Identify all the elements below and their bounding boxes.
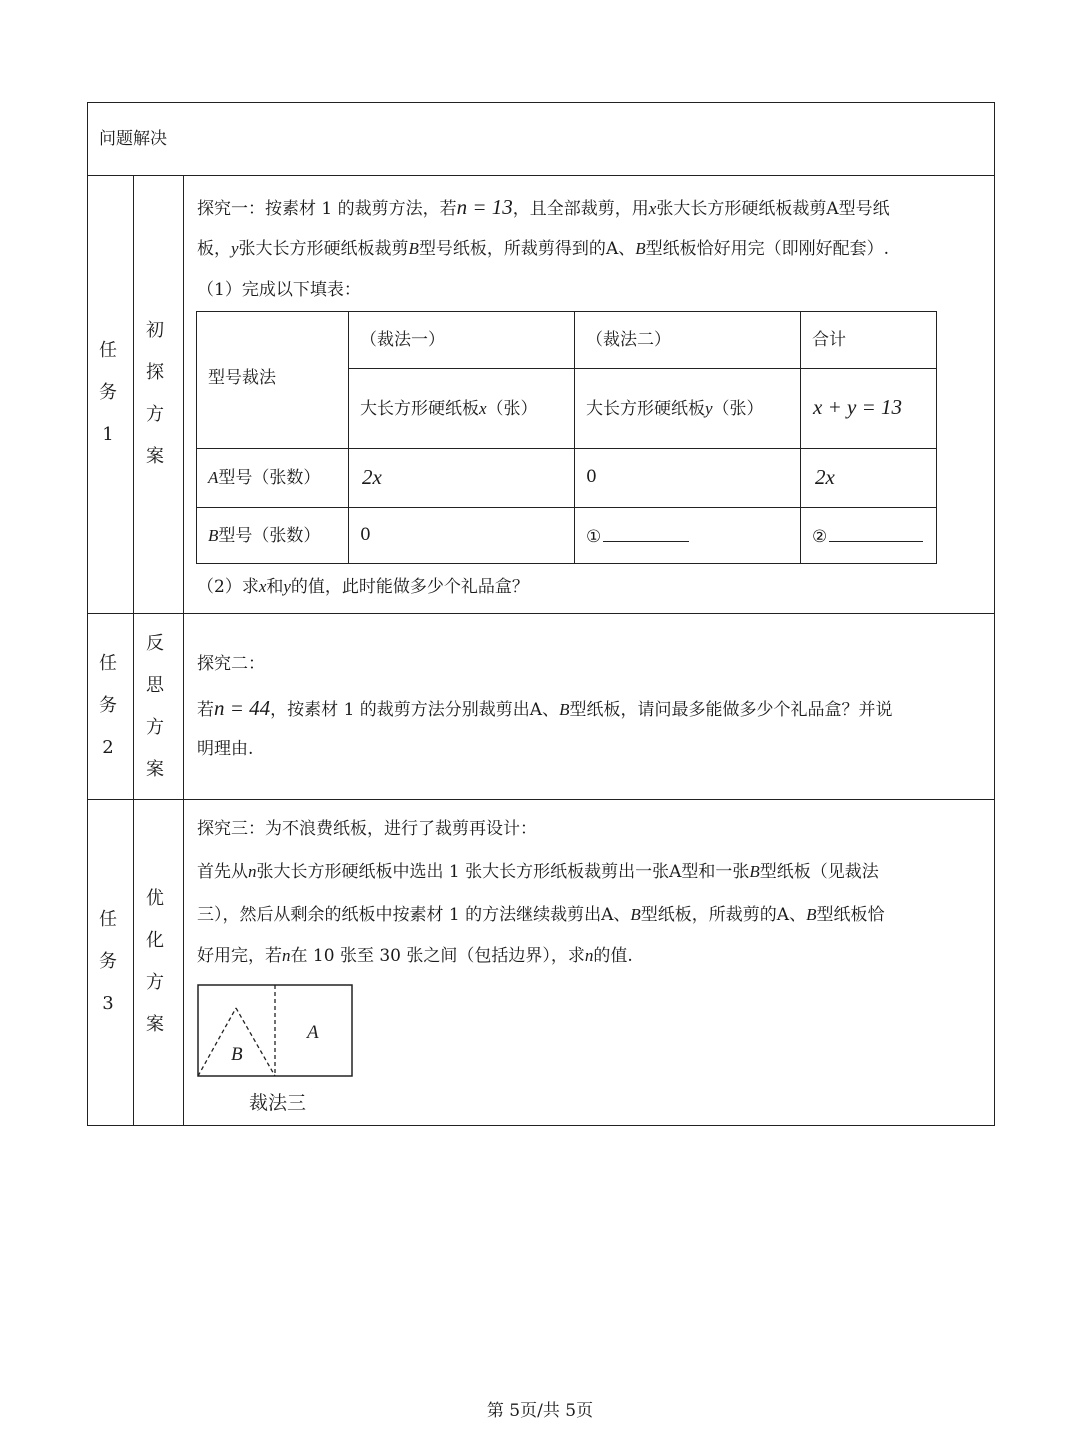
table-rowA-c1: 2x xyxy=(362,465,382,489)
piece-label-a: A xyxy=(307,1022,319,1043)
explore1-line2: 板，y张大长方形硬纸板裁剪B型号纸板，所裁剪得到的A、B型纸板恰好用完（即刚好配套）. xyxy=(197,239,890,259)
question-2: （2）求x和y的值，此时能做多少个礼品盒？ xyxy=(197,577,529,597)
explore2-line1: 若n = 44，按素材 1 的裁剪方法分别裁剪出A、B型纸板，请问最多能做多少个礼品盒？并说 xyxy=(197,696,893,720)
table-rowA-c2: 0 xyxy=(586,467,597,487)
fill-table-col-divider xyxy=(800,311,801,564)
table-rowB-label: B型号（张数） xyxy=(208,526,321,546)
fill-table-col-divider xyxy=(574,311,575,564)
piece-label-b: B xyxy=(231,1044,243,1065)
table-rowA-c3: 2x xyxy=(815,465,835,489)
fill-table-col-divider xyxy=(348,311,349,564)
column-divider xyxy=(133,175,134,1126)
explore3-line3: 好用完，若n在 10 张至 30 张之间（包括边界），求n的值. xyxy=(197,946,633,966)
question-1: （1）完成以下填表： xyxy=(197,280,361,300)
explore2-line2: 明理由. xyxy=(197,739,254,759)
table-col1-head: （裁法一） xyxy=(360,330,445,350)
task2-name: 反 思 方 案 xyxy=(146,633,164,780)
cut-line-right xyxy=(236,1008,275,1076)
cut-line-left xyxy=(198,1008,236,1076)
explore3-line1: 首先从n张大长方形硬纸板中选出 1 张大长方形纸板裁剪出一张A型和一张B型纸板（见裁法 xyxy=(197,862,879,882)
table-col2-head: （裁法二） xyxy=(586,330,671,350)
task2-number: 任 务 2 xyxy=(99,653,117,758)
row-divider xyxy=(87,613,995,614)
page-footer: 第 5页/共 5页 xyxy=(486,1401,594,1421)
table-corner: 型号裁法 xyxy=(208,368,276,388)
table-col2-sub: 大长方形硬纸板y（张） xyxy=(586,399,764,419)
cutting-diagram xyxy=(196,983,356,1079)
row-divider xyxy=(87,175,995,176)
column-divider xyxy=(183,175,184,1126)
table-col1-sub: 大长方形硬纸板x（张） xyxy=(360,399,538,419)
fill-table-row-divider xyxy=(196,448,937,449)
fill-table-row-divider xyxy=(348,368,937,369)
task1-number: 任 务 1 xyxy=(99,340,117,445)
explore3-label: 探究三：为不浪费纸板，进行了裁剪再设计： xyxy=(197,819,537,839)
table-rowB-c1: 0 xyxy=(360,525,371,545)
row-divider xyxy=(87,799,995,800)
task3-name: 优 化 方 案 xyxy=(146,888,164,1035)
answer-blank-2[interactable]: ② xyxy=(812,527,923,546)
task1-name: 初 探 方 案 xyxy=(146,320,164,467)
header-title: 问题解决 xyxy=(99,129,167,149)
task3-number: 任 务 3 xyxy=(99,909,117,1014)
table-col3-sub: x + y = 13 xyxy=(813,395,902,419)
table-rowA-label: A型号（张数） xyxy=(208,468,321,488)
explore1-line1: 探究一：按素材 1 的裁剪方法，若n = 13，且全部裁剪，用x张大长方形硬纸板裁剪A型号纸 xyxy=(197,195,890,219)
answer-blank-1[interactable]: ① xyxy=(586,527,689,546)
figure-caption: 裁法三 xyxy=(249,1092,307,1114)
fill-table-row-divider xyxy=(196,507,937,508)
explore3-line2: 三），然后从剩余的纸板中按素材 1 的方法继续裁剪出A、B型纸板，所裁剪的A、B型纸板恰 xyxy=(197,905,885,925)
explore2-label: 探究二： xyxy=(197,654,265,674)
table-col3-head: 合计 xyxy=(812,330,846,350)
